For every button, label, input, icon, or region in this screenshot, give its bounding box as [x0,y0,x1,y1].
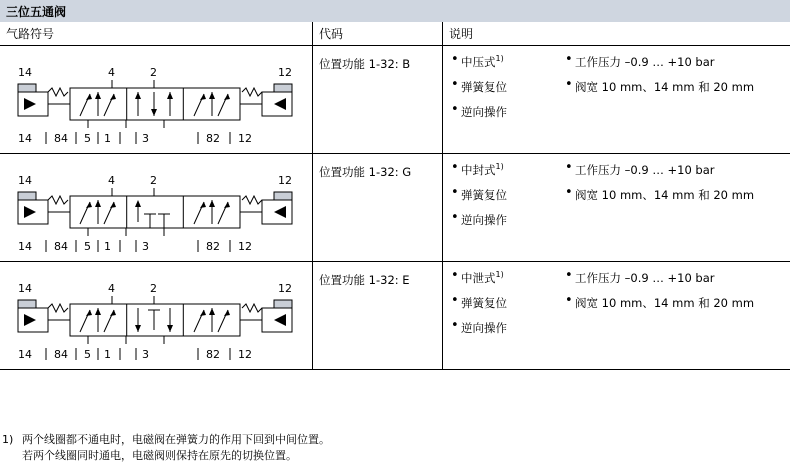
symbol-label-1: 1 [104,240,111,253]
bullet-dot-icon: • [565,77,573,92]
footnote [0,432,790,464]
bullet-dot-icon: • [565,185,573,200]
bullet-item [451,162,507,178]
bullet-item [451,212,507,228]
symbol-label-top-2: 2 [150,66,157,79]
symbol-label-84: 84 [54,240,68,253]
bullet-item [565,187,754,203]
valve-symbol-diagram [8,162,304,254]
symbol-label-12: 12 [238,348,252,361]
symbol-label-82: 82 [206,132,220,145]
bullet-dot-icon: • [451,52,459,67]
bullet-dot-icon: • [565,293,573,308]
symbol-label-5: 5 [84,240,91,253]
bullet-item [451,270,507,286]
header-cell-description [442,22,790,46]
page-title [0,0,790,22]
header-cell-code [312,22,442,46]
bullet-dot-icon: • [565,160,573,175]
symbol-label-12: 12 [238,240,252,253]
valve-symbol-svg [8,54,304,146]
bullet-text: 中泄式$^{1)}$ [461,270,504,285]
bullet-text: 逆向操作 [461,321,507,335]
footnote-line [0,432,790,448]
symbol-label-top-left: 14 [18,66,32,79]
cell-symbol [0,46,312,153]
footnote-line [0,448,790,464]
bullet-text: 弹簧复位 [461,80,507,94]
description-right [565,270,754,320]
footnote-text-1: 两个线圈都不通电时，电磁阀在弹簧力的作用下回到中间位置。 [22,433,330,446]
bullet-dot-icon: • [451,185,459,200]
code-text: 位置功能 1-32: E [319,273,410,287]
description-right [565,162,754,212]
bullet-text: 工作压力 –0.9 … +10 bar [575,163,715,177]
symbol-label-3: 3 [142,240,149,253]
bullet-item [451,104,507,120]
symbol-label-84: 84 [54,132,68,145]
symbol-label-1: 1 [104,132,111,145]
symbol-label-12: 12 [238,132,252,145]
table-row [0,154,790,262]
bullet-item [565,79,754,95]
symbol-label-top-left: 14 [18,174,32,187]
symbol-label-14: 14 [18,348,32,361]
header-cell-symbol [0,22,312,46]
symbol-label-82: 82 [206,240,220,253]
page-title-text: 三位五通阀 [6,4,67,19]
cell-code [312,46,442,153]
footnote-marker-spacer [0,448,22,464]
symbol-label-top-right: 12 [278,66,292,79]
footnote-marker: 1) [2,433,14,446]
symbol-label-82: 82 [206,348,220,361]
bullet-dot-icon: • [451,318,459,333]
symbol-label-84: 84 [54,348,68,361]
valve-symbol-svg [8,162,304,254]
table-row [0,262,790,370]
cell-description [442,154,790,261]
description-left [451,162,507,237]
header-label-description: 说明 [449,27,474,41]
cell-code [312,262,442,369]
valve-symbol-diagram [8,54,304,146]
symbol-label-1: 1 [104,348,111,361]
symbol-label-top-4: 4 [108,282,115,295]
bullet-text: 中封式$^{1)}$ [461,162,504,177]
symbol-label-top-2: 2 [150,282,157,295]
bullet-dot-icon: • [451,210,459,225]
bullet-item [451,79,507,95]
bullet-item [451,54,507,70]
symbol-label-14: 14 [18,240,32,253]
valve-symbol-diagram [8,270,304,362]
bullet-dot-icon: • [451,102,459,117]
bullet-dot-icon: • [451,293,459,308]
bullet-text: 逆向操作 [461,105,507,119]
symbol-label-top-2: 2 [150,174,157,187]
bullet-text: 工作压力 –0.9 … +10 bar [575,55,715,69]
bullet-text: 阀宽 10 mm、14 mm 和 20 mm [575,188,755,202]
bullet-item [565,54,754,70]
cell-code [312,154,442,261]
bullet-dot-icon: • [565,52,573,67]
cell-symbol [0,154,312,261]
bullet-item [565,295,754,311]
bullet-item [565,270,754,286]
bullet-text: 阀宽 10 mm、14 mm 和 20 mm [575,80,755,94]
symbol-label-5: 5 [84,348,91,361]
symbol-label-top-right: 12 [278,174,292,187]
footnote-text-2: 若两个线圈同时通电，电磁阀则保持在原先的切换位置。 [22,449,297,462]
bullet-dot-icon: • [451,160,459,175]
cell-symbol [0,262,312,369]
symbol-label-3: 3 [142,132,149,145]
code-text: 位置功能 1-32: B [319,57,411,71]
symbol-label-top-right: 12 [278,282,292,295]
bullet-item [451,187,507,203]
table-header-row [0,22,790,46]
bullet-text: 弹簧复位 [461,296,507,310]
description-right [565,54,754,104]
bullet-dot-icon: • [565,268,573,283]
bullet-dot-icon: • [451,268,459,283]
valve-symbol-svg [8,270,304,362]
bullet-text: 中压式$^{1)}$ [461,54,504,69]
bullet-text: 逆向操作 [461,213,507,227]
bullet-text: 阀宽 10 mm、14 mm 和 20 mm [575,296,755,310]
cell-description [442,262,790,369]
bullet-dot-icon: • [451,77,459,92]
symbol-label-top-left: 14 [18,282,32,295]
symbol-label-14: 14 [18,132,32,145]
cell-description [442,46,790,153]
description-left [451,54,507,129]
bullet-item [451,320,507,336]
header-label-symbol: 气路符号 [6,27,55,41]
symbol-label-top-4: 4 [108,174,115,187]
symbol-label-5: 5 [84,132,91,145]
header-label-code: 代码 [319,27,344,41]
bullet-text: 工作压力 –0.9 … +10 bar [575,271,715,285]
bullet-text: 弹簧复位 [461,188,507,202]
description-left [451,270,507,345]
symbol-label-top-4: 4 [108,66,115,79]
bullet-item [451,295,507,311]
table-row [0,46,790,154]
symbol-label-3: 3 [142,348,149,361]
bullet-item [565,162,754,178]
code-text: 位置功能 1-32: G [319,165,412,179]
